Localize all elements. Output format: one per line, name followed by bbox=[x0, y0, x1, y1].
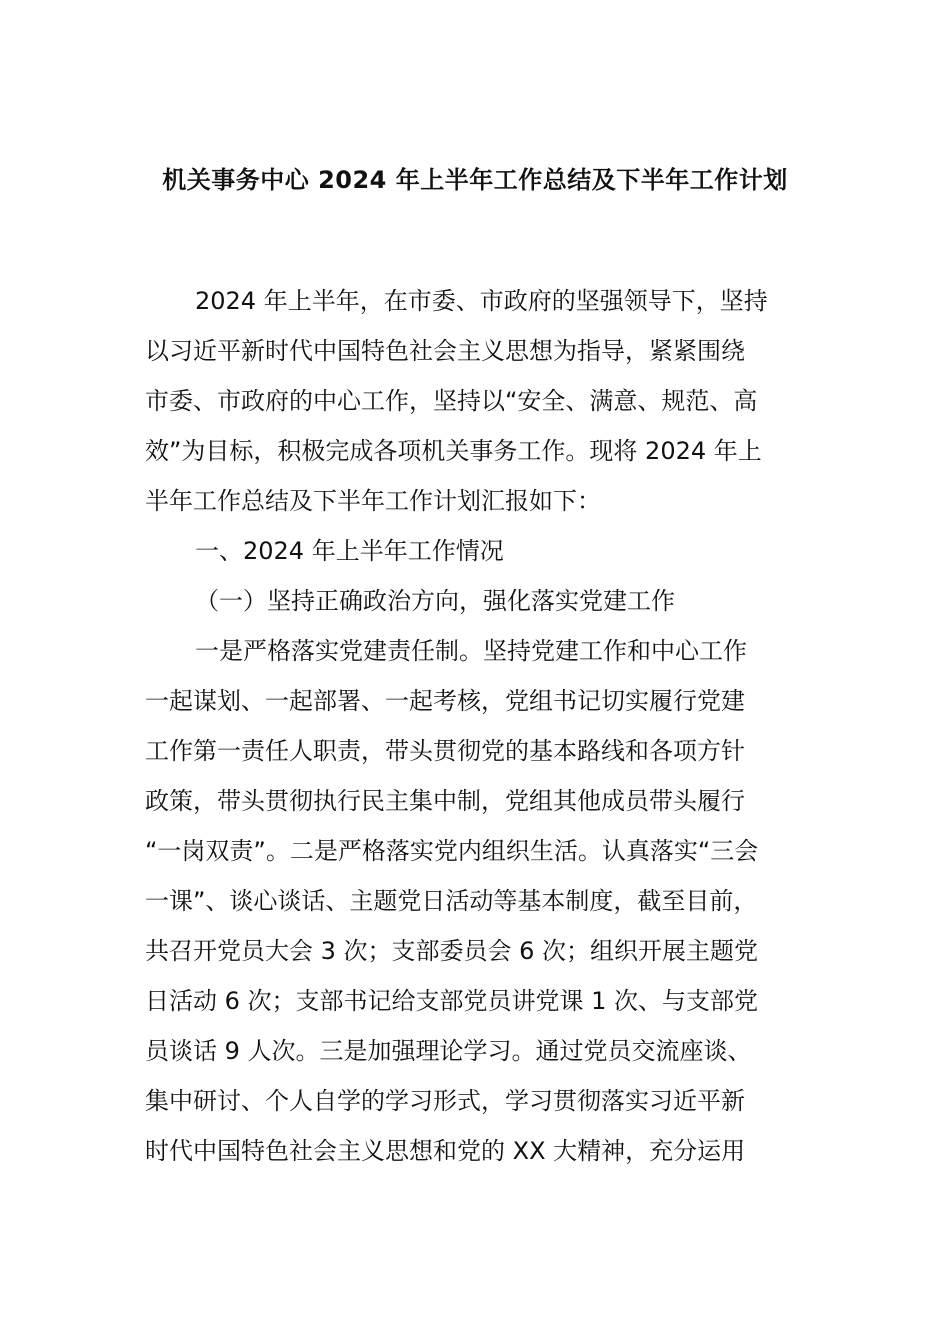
paragraph-line: 一起谋划、一起部署、一起考核，党组书记切实履行党建 bbox=[145, 687, 745, 715]
paragraph-line: 工作第一责任人职责，带头贯彻党的基本路线和各项方针 bbox=[145, 737, 745, 765]
paragraph-line: 2024 年上半年，在市委、市政府的坚强领导下，坚持 bbox=[195, 287, 768, 315]
document-title: 机关事务中心 2024 年上半年工作总结及下半年工作计划 bbox=[162, 166, 788, 194]
paragraph-line: 员谈话 9 人次。三是加强理论学习。通过党员交流座谈、 bbox=[145, 1037, 752, 1065]
paragraph-line: 半年工作总结及下半年工作计划汇报如下： bbox=[145, 487, 601, 515]
section-heading: 一、2024 年上半年工作情况 bbox=[195, 537, 504, 565]
paragraph-line: 时代中国特色社会主义思想和党的 XX 大精神，充分运用 bbox=[145, 1137, 746, 1165]
paragraph-line: 日活动 6 次；支部书记给支部党员讲党课 1 次、与支部党 bbox=[145, 987, 759, 1015]
paragraph-line: “一岗双责”。二是严格落实党内组织生活。认真落实“三会 bbox=[145, 837, 759, 865]
paragraph-line: 以习近平新时代中国特色社会主义思想为指导，紧紧围绕 bbox=[145, 337, 745, 365]
paragraph-line: 集中研讨、个人自学的学习形式，学习贯彻落实习近平新 bbox=[145, 1087, 745, 1115]
paragraph-line: 一课”、谈心谈话、主题党日活动等基本制度，截至目前， bbox=[145, 887, 758, 915]
paragraph-line: 市委、市政府的中心工作，坚持以“安全、满意、规范、高 bbox=[145, 387, 758, 415]
paragraph-line: 政策，带头贯彻执行民主集中制，党组其他成员带头履行 bbox=[145, 787, 745, 815]
subsection-heading: （一）坚持正确政治方向，强化落实党建工作 bbox=[195, 587, 675, 615]
paragraph-line: 一是严格落实党建责任制。坚持党建工作和中心工作 bbox=[195, 637, 747, 665]
paragraph-line: 共召开党员大会 3 次；支部委员会 6 次；组织开展主题党 bbox=[145, 937, 759, 965]
paragraph-line: 效”为目标，积极完成各项机关事务工作。现将 2024 年上 bbox=[145, 437, 762, 465]
